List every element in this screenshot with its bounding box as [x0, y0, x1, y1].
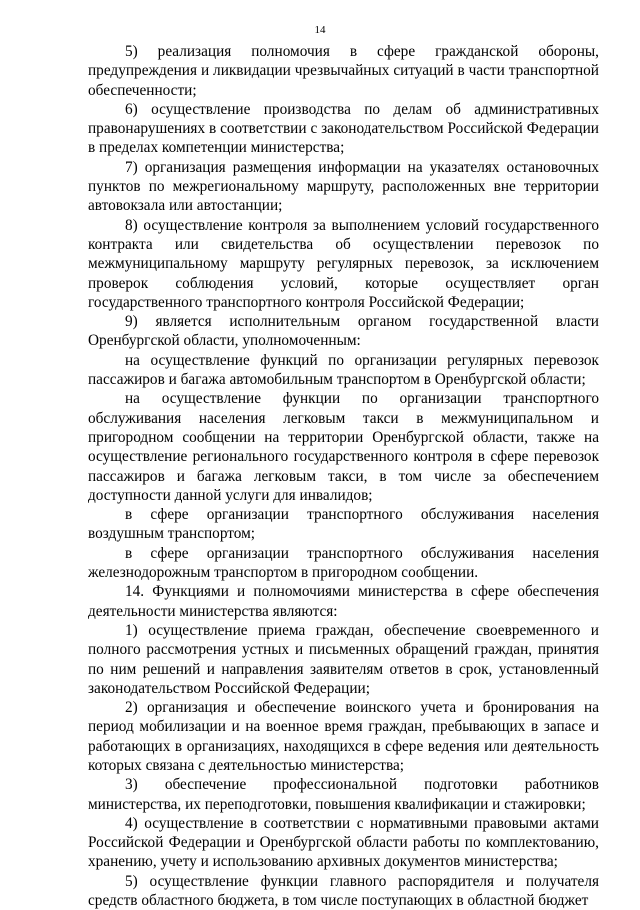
paragraph: 2) организация и обеспечение воинского учета и бронирования на период мобилизации и на военное время граждан, пребывающих в запасе и работающих в организациях, находящихся в сфере ведения или деятельность которых связана с деятельностью министерства;	[88, 699, 599, 774]
paragraph: 4) осуществление в соответствии с нормативными правовыми актами Российской Федерации и Оренбургской области работы по комплектованию, хранению, учету и использованию архивных документов министерства;	[88, 814, 599, 871]
paragraph: 7) организация размещения информации на указателях остановочных пунктов по межрегиональному маршруту, расположенных вне территории автовокзала или автостанции;	[88, 158, 599, 215]
paragraph: 5) осуществление функции главного распорядителя и получателя средств областного бюджета, в том числе поступающих в областной бюджет	[88, 872, 599, 910]
paragraph: на осуществление функций по организации регулярных перевозок пассажиров и багажа автомобильным транспортом в Оренбургской области;	[88, 351, 599, 389]
paragraph: 1) осуществление приема граждан, обеспечение своевременного и полного рассмотрения устных и письменных обращений граждан, принятия по ним решений и направления заявителям ответов в срок, установленный законодательством Российской Федерации;	[88, 621, 599, 697]
paragraph: 8) осуществление контроля за выполнением условий государственного контракта или свидетельства об осуществлении перевозок по межмуниципальному маршруту регулярных перевозок, за исключением проверок соблюдения условий, которые осуществляет орган государственного транспортного контроля Российской Федерации;	[88, 216, 599, 311]
paragraph: в сфере организации транспортного обслуживания населения железнодорожным транспортом в пригородном сообщении.	[88, 544, 599, 582]
paragraph: 14. Функциями и полномочиями министерства в сфере обеспечения деятельности министерства являются:	[88, 583, 599, 620]
page-number: 14	[314, 24, 326, 36]
paragraph: на осуществление функции по организации транспортного обслуживания населения легковым такси в межмуниципальном и пригородном сообщении на территории Оренбургской области, также на осуществление регионального государственного контроля в сфере перевозок пассажиров и багажа легковым такси, в том числе за обеспечением доступности данной услуги для инвалидов;	[88, 390, 599, 504]
document-body	[88, 42, 599, 910]
paragraph: 6) осуществление производства по делам об административных правонарушениях в соответствии с законодательством Российской Федерации в пределах компетенции министерства;	[88, 100, 599, 157]
paragraph: в сфере организации транспортного обслуживания населения воздушным транспортом;	[88, 506, 599, 543]
paragraph: 3) обеспечение профессиональной подготовки работников министерства, их переподготовки, повышения квалификации и стажировки;	[88, 776, 599, 813]
paragraph: 9) является исполнительным органом государственной власти Оренбургской области, уполномоченным:	[88, 313, 599, 350]
paragraph: 5) реализация полномочия в сфере гражданской обороны, предупреждения и ликвидации чрезвычайных ситуаций в части транспортной обеспеченности;	[88, 43, 599, 99]
